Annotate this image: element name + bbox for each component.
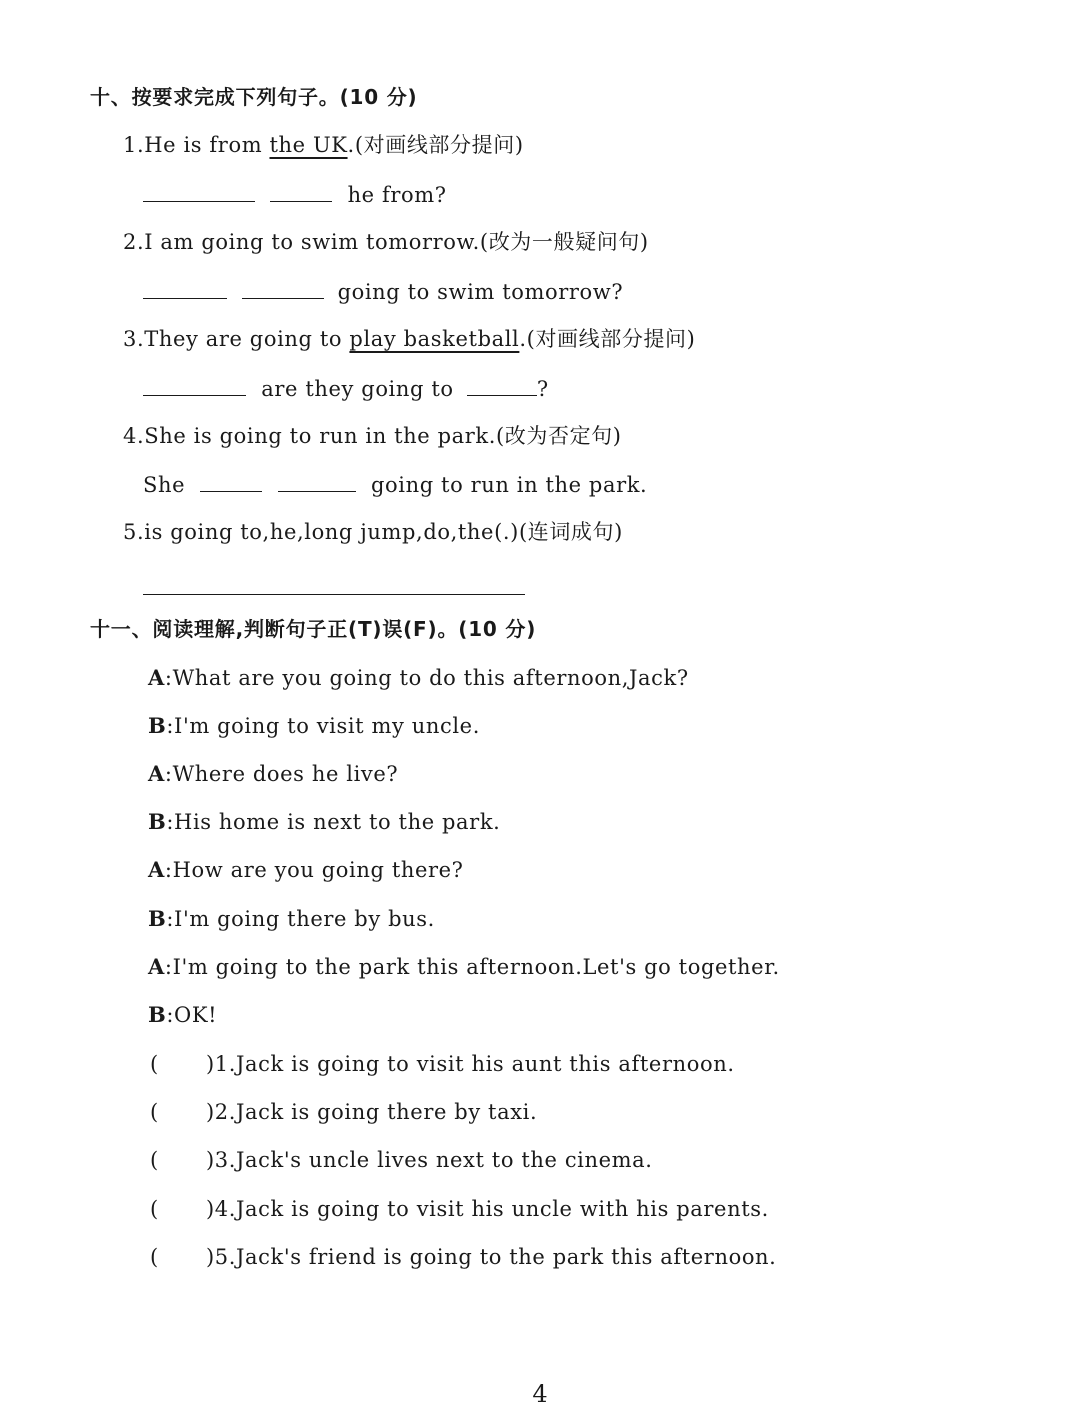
dialogue-text: His home is next to the park. <box>174 810 501 834</box>
answer-paren-close: ) <box>206 1197 215 1221</box>
speaker-label: B <box>148 1002 167 1027</box>
dialogue-line <box>148 952 780 982</box>
question-text: . <box>347 133 355 157</box>
speaker-separator: : <box>166 714 175 738</box>
statement-text: 1.Jack is going to visit his aunt this afternoon. <box>214 1052 735 1076</box>
answer-line-3 <box>143 373 549 404</box>
speaker-label: A <box>148 761 165 786</box>
question-5 <box>123 517 623 547</box>
instruction-note: (改为否定句) <box>495 424 622 448</box>
answer-line-1 <box>143 179 447 210</box>
dialogue-line <box>148 759 398 789</box>
question-number: 5. <box>123 520 145 544</box>
statement-text: 4.Jack is going to visit his uncle with his parents. <box>214 1197 769 1221</box>
answer-paren-close: ) <box>206 1148 215 1172</box>
question-2 <box>123 227 649 257</box>
instruction-note: (连词成句) <box>518 520 623 544</box>
question-text: They are going to <box>144 327 350 351</box>
question-1 <box>123 130 524 160</box>
answer-paren-open[interactable]: ( <box>150 1197 159 1221</box>
answer-paren-open[interactable]: ( <box>150 1052 159 1076</box>
answer-blank[interactable] <box>143 373 246 396</box>
dialogue-text: I'm going there by bus. <box>174 907 435 931</box>
answer-blank[interactable] <box>467 373 537 396</box>
section-11-heading: 十一、阅读理解,判断句子正(T)误(F)。(10 分) <box>90 617 537 641</box>
question-number: 2. <box>123 230 145 254</box>
answer-blank[interactable] <box>270 179 332 202</box>
answer-paren-open[interactable]: ( <box>150 1100 159 1124</box>
question-text: She is going to run in the park. <box>144 424 496 448</box>
answer-paren-close: ) <box>206 1245 215 1269</box>
dialogue-text: I'm going to the park this afternoon.Let's go together. <box>172 955 780 979</box>
question-text: I am going to swim tomorrow. <box>144 230 480 254</box>
speaker-separator: : <box>166 1003 175 1027</box>
question-text: . <box>519 327 527 351</box>
judgement-item <box>150 1242 776 1272</box>
question-4 <box>123 421 622 451</box>
answer-paren-close: ) <box>206 1052 215 1076</box>
answer-paren-close: ) <box>206 1100 215 1124</box>
question-3 <box>123 324 695 354</box>
dialogue-line <box>148 904 435 934</box>
answer-line-4 <box>143 469 647 500</box>
dialogue-text: How are you going there? <box>172 858 464 882</box>
judgement-item <box>150 1097 537 1127</box>
dialogue-line <box>148 663 689 693</box>
statement-text: 3.Jack's uncle lives next to the cinema. <box>214 1148 653 1172</box>
speaker-label: A <box>148 857 165 882</box>
section-10-heading: 十、按要求完成下列句子。(10 分) <box>90 85 418 109</box>
speaker-separator: : <box>164 666 173 690</box>
answer-paren-open[interactable]: ( <box>150 1245 159 1269</box>
question-number: 3. <box>123 327 145 351</box>
answer-paren-open[interactable]: ( <box>150 1148 159 1172</box>
speaker-separator: : <box>164 955 173 979</box>
page-number: 4 <box>532 1380 548 1408</box>
answer-blank[interactable] <box>242 276 324 299</box>
answer-blank[interactable] <box>200 469 262 492</box>
dialogue-text: OK! <box>174 1003 218 1027</box>
speaker-separator: : <box>164 762 173 786</box>
speaker-separator: : <box>164 858 173 882</box>
judgement-item <box>150 1194 769 1224</box>
answer-blank[interactable] <box>143 276 227 299</box>
statement-text: 2.Jack is going there by taxi. <box>214 1100 538 1124</box>
speaker-label: A <box>148 665 165 690</box>
speaker-label: A <box>148 954 165 979</box>
dialogue-line <box>148 711 480 741</box>
underlined-phrase: play basketball <box>349 327 520 351</box>
speaker-separator: : <box>166 810 175 834</box>
answer-text: are they going to <box>261 377 454 401</box>
speaker-label: B <box>148 906 167 931</box>
answer-text: ? <box>536 377 549 401</box>
question-text: is going to,he,long jump,do,the(.) <box>144 520 519 544</box>
dialogue-line <box>148 1000 217 1030</box>
dialogue-line <box>148 855 464 885</box>
dialogue-text: Where does he live? <box>172 762 399 786</box>
question-number: 4. <box>123 424 145 448</box>
speaker-separator: : <box>166 907 175 931</box>
answer-blank[interactable] <box>278 469 356 492</box>
answer-blank[interactable] <box>143 179 255 202</box>
instruction-note: (对画线部分提问) <box>526 327 696 351</box>
answer-line-2 <box>143 276 623 307</box>
dialogue-line <box>148 807 500 837</box>
instruction-note: (对画线部分提问) <box>354 133 524 157</box>
answer-blank-long[interactable] <box>143 594 525 595</box>
underlined-phrase: the UK <box>269 133 348 157</box>
answer-text: going to run in the park. <box>370 473 648 497</box>
answer-text: She <box>143 473 186 497</box>
judgement-item <box>150 1145 653 1175</box>
dialogue-text: What are you going to do this afternoon,Jack? <box>172 666 689 690</box>
answer-text: he from? <box>347 183 447 207</box>
speaker-label: B <box>148 809 167 834</box>
question-number: 1. <box>123 133 145 157</box>
judgement-item <box>150 1049 735 1079</box>
speaker-label: B <box>148 713 167 738</box>
question-text: He is from <box>144 133 270 157</box>
instruction-note: (改为一般疑问句) <box>479 230 649 254</box>
statement-text: 5.Jack's friend is going to the park this afternoon. <box>214 1245 777 1269</box>
answer-text: going to swim tomorrow? <box>337 280 624 304</box>
dialogue-text: I'm going to visit my uncle. <box>174 714 480 738</box>
